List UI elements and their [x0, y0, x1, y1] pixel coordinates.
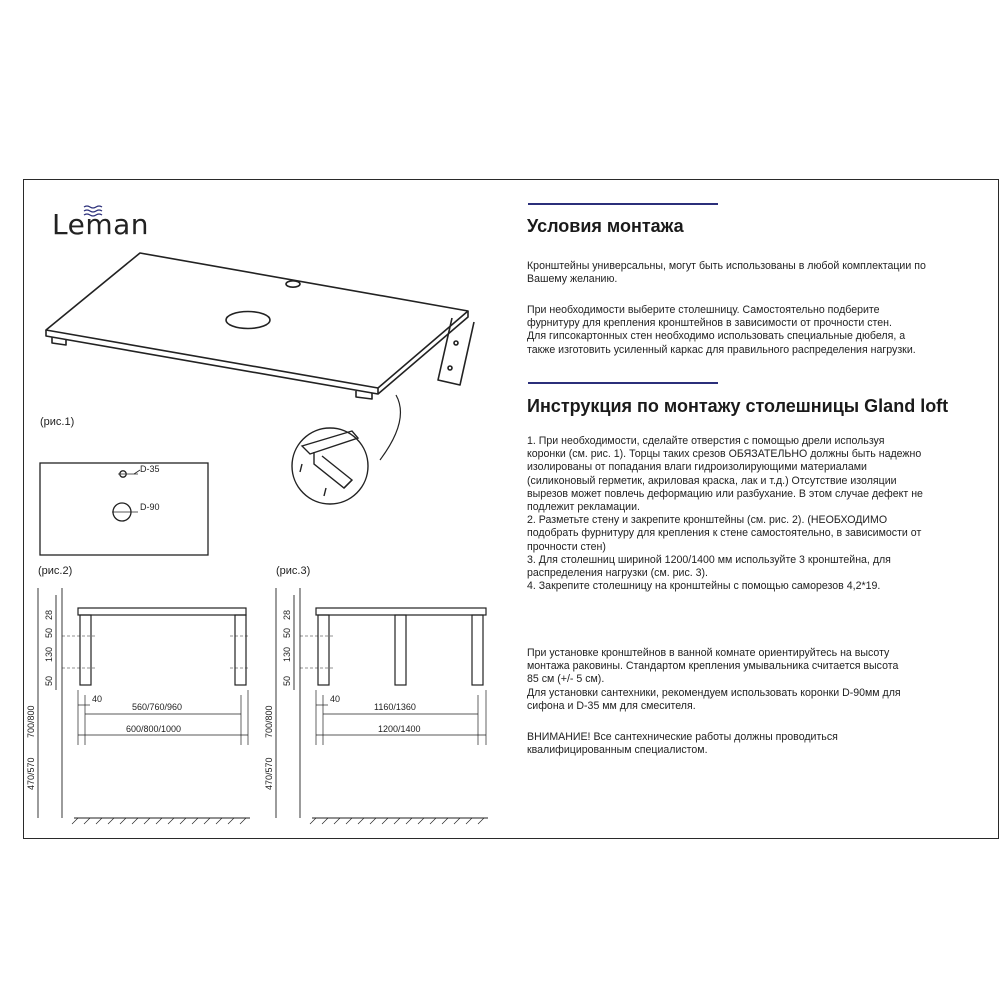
svg-text:50: 50 — [282, 627, 292, 638]
svg-text:40: 40 — [330, 694, 341, 704]
section2-accent-line — [528, 382, 718, 384]
section1-title: Условия монтажа — [527, 216, 684, 236]
svg-text:700/800: 700/800 — [264, 705, 274, 738]
fig3-dimensions — [264, 610, 421, 790]
fig2-dimensions — [26, 610, 182, 790]
svg-text:470/570: 470/570 — [26, 757, 36, 790]
section1-paragraph-1: Кронштейны универсальны, могут быть использованы в любой комплектации по Вашему желанию. — [527, 260, 926, 286]
section2-paragraph-1: 1. При необходимости, сделайте отверстия с помощью дрели используя коронки (см. рис. 1). Торцы таких срезов ОБЯЗАТЕЛЬНО должны быть надежно изолированы от попадания влаги гидроизолирующими материалами (силиконовый герметик, акриловая краска, лак и т.д.) Отсутствие изоляции вырезов может повлечь деформацию или разбухание. В этом случае дефект не подлежит рекламации. 2. Разметьте стену и закрепите кронштейны (см. рис. 2). (НЕОБХОДИМО подобрать фурнитуру для крепления к стене самостоятельно, в зависимости от прочности стен) 3. Для столешниц шириной 1200/1400 мм используйте 3 кронштейна, для распределения нагрузки (см. рис. 3). 4. Закрепите столешницу на кронштейны с помощью саморезов 4,2*19. — [527, 435, 923, 593]
svg-text:50: 50 — [282, 675, 292, 686]
svg-text:1200/1400: 1200/1400 — [378, 724, 421, 734]
brand-logo: Leman — [52, 208, 150, 241]
bracket-detail — [292, 428, 368, 504]
section1-accent-line — [528, 203, 718, 205]
svg-text:130: 130 — [44, 646, 54, 662]
svg-text:470/570: 470/570 — [264, 757, 274, 790]
svg-text:600/800/1000: 600/800/1000 — [126, 724, 182, 734]
section2-warning: ВНИМАНИЕ! Все сантехнические работы должны проводиться квалифицированным специалистом. — [527, 731, 838, 757]
hole-d90-label: D-90 — [140, 502, 160, 512]
section2-title: Инструкция по монтажу столешницы Gland loft — [527, 396, 949, 416]
section1-paragraph-2: При необходимости выберите столешницу. Самостоятельно подберите фурнитуру для крепления кронштейнов в зависимости от прочности стен. Для гипсокартонных стен необходимо использовать специальные дюбеля, а также изготовить усиленный каркас для правильного распределения нагрузки. — [527, 304, 916, 356]
svg-text:50: 50 — [44, 675, 54, 686]
svg-text:40: 40 — [92, 694, 103, 704]
hole-d35-label: D-35 — [140, 464, 160, 474]
sink-hole — [226, 312, 270, 329]
fig1-top-view — [40, 463, 208, 555]
section2-paragraph-2: При установке кронштейнов в ванной комнате ориентируйтесь на высоту монтажа раковины. Стандартом крепления умывальника считается высота 85 см (+/- 5 см). Для установки сантехники, рекомендуем использовать коронки D-90мм для сифона и D-35 мм для смесителя. — [527, 647, 901, 712]
fig2-caption: (рис.2) — [38, 565, 73, 577]
detail-leader — [380, 395, 400, 460]
countertop-isometric — [46, 253, 474, 399]
svg-text:28: 28 — [282, 609, 292, 620]
tap-hole — [286, 281, 300, 287]
fig3-caption: (рис.3) — [276, 565, 311, 577]
svg-text:560/760/960: 560/760/960 — [132, 702, 183, 712]
svg-text:28: 28 — [44, 609, 54, 620]
svg-text:50: 50 — [44, 627, 54, 638]
fig1-caption: (рис.1) — [40, 416, 75, 428]
svg-text:130: 130 — [282, 646, 292, 662]
svg-text:700/800: 700/800 — [26, 705, 36, 738]
svg-text:1160/1360: 1160/1360 — [374, 702, 416, 712]
